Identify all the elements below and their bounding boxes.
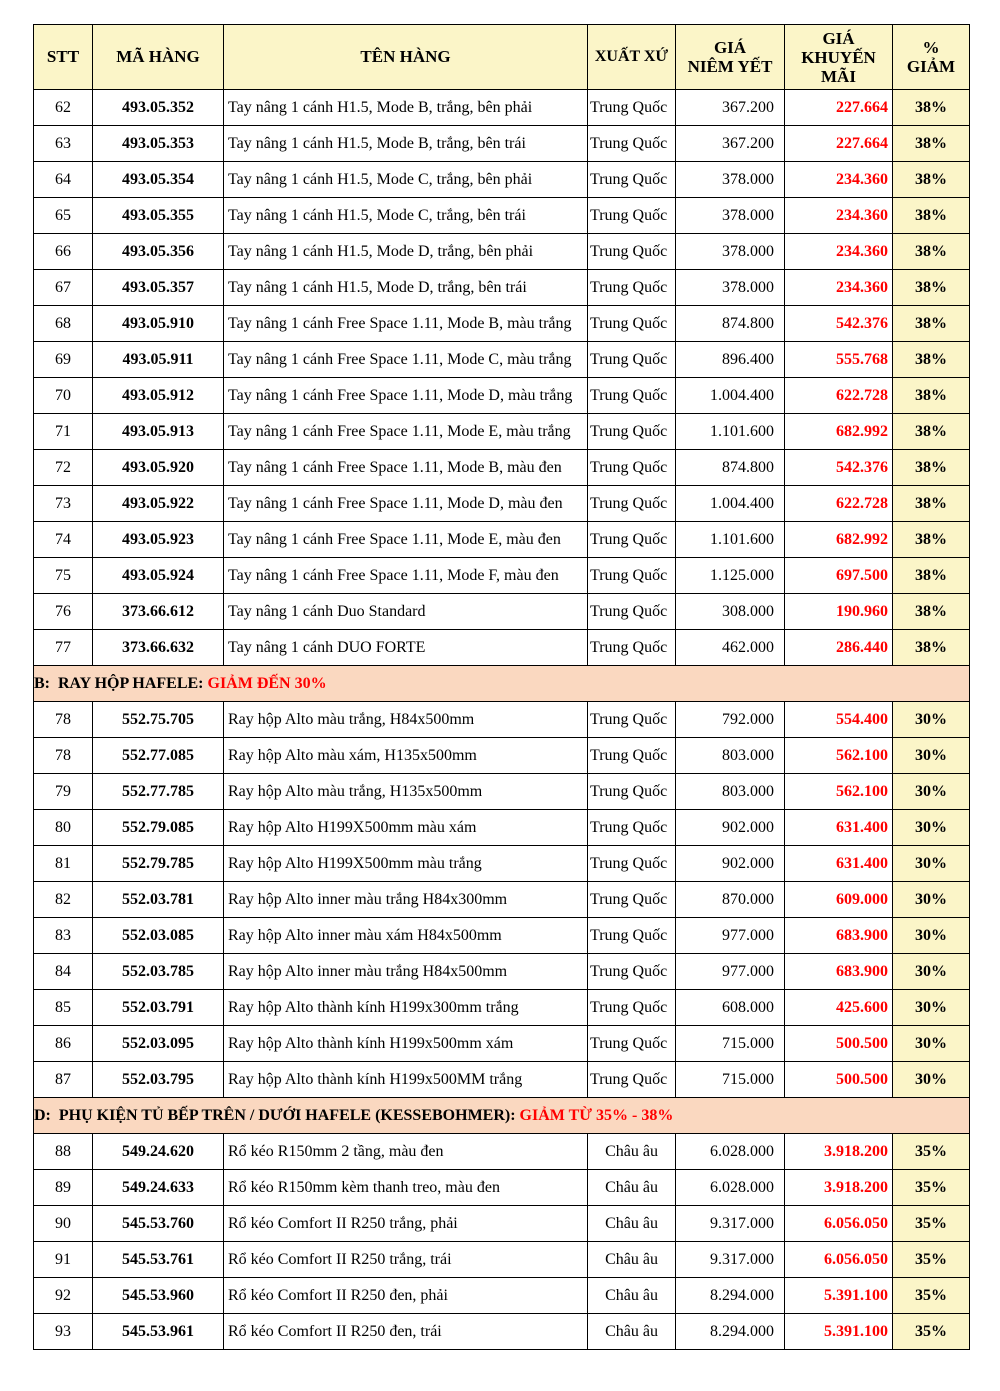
cell-code: 545.53.761 bbox=[93, 1242, 224, 1278]
cell-stt: 78 bbox=[34, 738, 93, 774]
table-row bbox=[34, 1062, 970, 1098]
cell-name: Tay nâng 1 cánh H1.5, Mode C, trắng, bên phải bbox=[224, 162, 588, 198]
cell-origin: Trung Quốc bbox=[588, 414, 676, 450]
cell-origin: Trung Quốc bbox=[588, 90, 676, 126]
cell-origin: Trung Quốc bbox=[588, 342, 676, 378]
cell-name: Ray hộp Alto inner màu xám H84x500mm bbox=[224, 918, 588, 954]
cell-sale-price: 500.500 bbox=[785, 1062, 893, 1098]
cell-stt: 90 bbox=[34, 1206, 93, 1242]
table-row bbox=[34, 594, 970, 630]
section-d bbox=[34, 1098, 970, 1134]
cell-stt: 77 bbox=[34, 630, 93, 666]
table-row bbox=[34, 522, 970, 558]
section-b bbox=[34, 666, 970, 702]
cell-code: 552.03.791 bbox=[93, 990, 224, 1026]
cell-list-price: 378.000 bbox=[676, 198, 785, 234]
cell-origin: Châu âu bbox=[588, 1206, 676, 1242]
cell-name: Tay nâng 1 cánh Free Space 1.11, Mode E, màu trắng bbox=[224, 414, 588, 450]
cell-sale-price: 609.000 bbox=[785, 882, 893, 918]
cell-origin: Trung Quốc bbox=[588, 1026, 676, 1062]
cell-stt: 79 bbox=[34, 774, 93, 810]
header-sale-price-line-1: GIÁ bbox=[822, 28, 855, 48]
cell-code: 552.79.085 bbox=[93, 810, 224, 846]
table-row bbox=[34, 846, 970, 882]
cell-origin: Châu âu bbox=[588, 1134, 676, 1170]
section-b-highlight: GIẢM ĐẾN 30% bbox=[207, 674, 327, 692]
cell-origin: Trung Quốc bbox=[588, 738, 676, 774]
header-list-price-line-1: GIÁ bbox=[713, 38, 747, 57]
cell-sale-price: 697.500 bbox=[785, 558, 893, 594]
cell-name: Rổ kéo Comfort II R250 đen, phải bbox=[224, 1278, 588, 1314]
table-row bbox=[34, 954, 970, 990]
cell-list-price: 896.400 bbox=[676, 342, 785, 378]
table-row bbox=[34, 1206, 970, 1242]
cell-name: Ray hộp Alto inner màu trắng H84x500mm bbox=[224, 954, 588, 990]
cell-list-price: 1.004.400 bbox=[676, 486, 785, 522]
section-b-title bbox=[34, 666, 970, 702]
section-d-row bbox=[34, 1098, 970, 1134]
cell-stt: 93 bbox=[34, 1314, 93, 1350]
cell-name: Tay nâng 1 cánh Free Space 1.11, Mode E, màu đen bbox=[224, 522, 588, 558]
cell-name: Tay nâng 1 cánh Free Space 1.11, Mode F, màu đen bbox=[224, 558, 588, 594]
cell-discount: 30% bbox=[893, 882, 970, 918]
table-row bbox=[34, 270, 970, 306]
table-row bbox=[34, 1242, 970, 1278]
cell-origin: Trung Quốc bbox=[588, 450, 676, 486]
cell-sale-price: 190.960 bbox=[785, 594, 893, 630]
cell-code: 549.24.620 bbox=[93, 1134, 224, 1170]
cell-sale-price: 425.600 bbox=[785, 990, 893, 1026]
table-row bbox=[34, 738, 970, 774]
header-discount bbox=[893, 25, 970, 90]
cell-discount: 38% bbox=[893, 486, 970, 522]
table-row bbox=[34, 90, 970, 126]
cell-stt: 67 bbox=[34, 270, 93, 306]
cell-discount: 38% bbox=[893, 198, 970, 234]
cell-sale-price: 234.360 bbox=[785, 270, 893, 306]
cell-code: 552.03.085 bbox=[93, 918, 224, 954]
cell-list-price: 8.294.000 bbox=[676, 1278, 785, 1314]
cell-sale-price: 500.500 bbox=[785, 1026, 893, 1062]
cell-list-price: 874.800 bbox=[676, 306, 785, 342]
cell-name: Rổ kéo R150mm kèm thanh treo, màu đen bbox=[224, 1170, 588, 1206]
cell-list-price: 715.000 bbox=[676, 1026, 785, 1062]
cell-list-price: 6.028.000 bbox=[676, 1134, 785, 1170]
cell-stt: 65 bbox=[34, 198, 93, 234]
cell-code: 545.53.960 bbox=[93, 1278, 224, 1314]
cell-name: Tay nâng 1 cánh H1.5, Mode B, trắng, bên trái bbox=[224, 126, 588, 162]
cell-code: 552.03.795 bbox=[93, 1062, 224, 1098]
cell-name: Tay nâng 1 cánh Free Space 1.11, Mode B, màu trắng bbox=[224, 306, 588, 342]
cell-name: Tay nâng 1 cánh H1.5, Mode B, trắng, bên phải bbox=[224, 90, 588, 126]
header-list-price bbox=[676, 25, 785, 90]
cell-list-price: 378.000 bbox=[676, 270, 785, 306]
table-row bbox=[34, 702, 970, 738]
cell-stt: 63 bbox=[34, 126, 93, 162]
cell-discount: 38% bbox=[893, 234, 970, 270]
cell-stt: 86 bbox=[34, 1026, 93, 1062]
table-row bbox=[34, 1314, 970, 1350]
cell-name: Ray hộp Alto thành kính H199x300mm trắng bbox=[224, 990, 588, 1026]
cell-sale-price: 683.900 bbox=[785, 954, 893, 990]
cell-sale-price: 234.360 bbox=[785, 162, 893, 198]
header-sale-price-line-3: MÃI bbox=[821, 66, 856, 86]
cell-code: 373.66.632 bbox=[93, 630, 224, 666]
cell-code: 493.05.353 bbox=[93, 126, 224, 162]
group-d-rows bbox=[34, 1134, 970, 1350]
cell-sale-price: 286.440 bbox=[785, 630, 893, 666]
header-code: MÃ HÀNG bbox=[93, 25, 224, 90]
cell-discount: 35% bbox=[893, 1314, 970, 1350]
cell-origin: Trung Quốc bbox=[588, 558, 676, 594]
cell-code: 552.77.785 bbox=[93, 774, 224, 810]
cell-list-price: 870.000 bbox=[676, 882, 785, 918]
cell-name: Ray hộp Alto màu xám, H135x500mm bbox=[224, 738, 588, 774]
cell-discount: 35% bbox=[893, 1134, 970, 1170]
group-b-rows bbox=[34, 702, 970, 1098]
cell-stt: 66 bbox=[34, 234, 93, 270]
cell-code: 552.03.785 bbox=[93, 954, 224, 990]
cell-code: 545.53.961 bbox=[93, 1314, 224, 1350]
table-row bbox=[34, 810, 970, 846]
cell-name: Tay nâng 1 cánh Free Space 1.11, Mode D, màu đen bbox=[224, 486, 588, 522]
cell-discount: 30% bbox=[893, 1026, 970, 1062]
table-row bbox=[34, 342, 970, 378]
section-d-prefix: D: PHỤ KIỆN TỦ BẾP TRÊN / DƯỚI HAFELE (KESSEBOHMER): bbox=[34, 1106, 520, 1124]
cell-code: 545.53.760 bbox=[93, 1206, 224, 1242]
cell-code: 493.05.923 bbox=[93, 522, 224, 558]
cell-stt: 64 bbox=[34, 162, 93, 198]
cell-sale-price: 555.768 bbox=[785, 342, 893, 378]
cell-origin: Trung Quốc bbox=[588, 126, 676, 162]
cell-code: 549.24.633 bbox=[93, 1170, 224, 1206]
cell-list-price: 1.101.600 bbox=[676, 414, 785, 450]
cell-sale-price: 3.918.200 bbox=[785, 1170, 893, 1206]
cell-list-price: 977.000 bbox=[676, 954, 785, 990]
cell-list-price: 1.101.600 bbox=[676, 522, 785, 558]
cell-stt: 72 bbox=[34, 450, 93, 486]
cell-list-price: 803.000 bbox=[676, 774, 785, 810]
cell-code: 552.75.705 bbox=[93, 702, 224, 738]
cell-sale-price: 682.992 bbox=[785, 414, 893, 450]
cell-name: Tay nâng 1 cánh Free Space 1.11, Mode C, màu trắng bbox=[224, 342, 588, 378]
header-discount-line-1: % bbox=[922, 38, 940, 57]
cell-discount: 30% bbox=[893, 846, 970, 882]
cell-stt: 73 bbox=[34, 486, 93, 522]
cell-list-price: 874.800 bbox=[676, 450, 785, 486]
cell-stt: 71 bbox=[34, 414, 93, 450]
cell-discount: 38% bbox=[893, 162, 970, 198]
cell-origin: Châu âu bbox=[588, 1170, 676, 1206]
cell-list-price: 9.317.000 bbox=[676, 1242, 785, 1278]
cell-origin: Trung Quốc bbox=[588, 378, 676, 414]
cell-origin: Trung Quốc bbox=[588, 234, 676, 270]
cell-discount: 38% bbox=[893, 522, 970, 558]
header-sale-price-line-2: KHUYẾN bbox=[801, 47, 876, 67]
cell-list-price: 977.000 bbox=[676, 918, 785, 954]
cell-stt: 91 bbox=[34, 1242, 93, 1278]
header-list-price-line-2: NIÊM YẾT bbox=[687, 57, 773, 76]
header-origin: XUẤT XỨ bbox=[588, 25, 676, 90]
cell-name: Tay nâng 1 cánh Duo Standard bbox=[224, 594, 588, 630]
cell-list-price: 715.000 bbox=[676, 1062, 785, 1098]
cell-code: 493.05.357 bbox=[93, 270, 224, 306]
table-row bbox=[34, 486, 970, 522]
cell-stt: 76 bbox=[34, 594, 93, 630]
cell-origin: Trung Quốc bbox=[588, 990, 676, 1026]
cell-discount: 38% bbox=[893, 630, 970, 666]
cell-discount: 38% bbox=[893, 594, 970, 630]
cell-list-price: 803.000 bbox=[676, 738, 785, 774]
cell-origin: Trung Quốc bbox=[588, 522, 676, 558]
cell-discount: 38% bbox=[893, 126, 970, 162]
cell-origin: Châu âu bbox=[588, 1314, 676, 1350]
cell-discount: 35% bbox=[893, 1278, 970, 1314]
cell-code: 493.05.352 bbox=[93, 90, 224, 126]
table-row bbox=[34, 990, 970, 1026]
cell-origin: Trung Quốc bbox=[588, 882, 676, 918]
cell-origin: Trung Quốc bbox=[588, 774, 676, 810]
cell-origin: Trung Quốc bbox=[588, 846, 676, 882]
cell-list-price: 367.200 bbox=[676, 126, 785, 162]
section-b-row bbox=[34, 666, 970, 702]
cell-list-price: 902.000 bbox=[676, 810, 785, 846]
cell-sale-price: 227.664 bbox=[785, 90, 893, 126]
cell-list-price: 1.125.000 bbox=[676, 558, 785, 594]
cell-stt: 70 bbox=[34, 378, 93, 414]
cell-list-price: 308.000 bbox=[676, 594, 785, 630]
cell-sale-price: 234.360 bbox=[785, 198, 893, 234]
cell-code: 493.05.355 bbox=[93, 198, 224, 234]
cell-sale-price: 5.391.100 bbox=[785, 1314, 893, 1350]
cell-sale-price: 682.992 bbox=[785, 522, 893, 558]
cell-sale-price: 542.376 bbox=[785, 306, 893, 342]
cell-list-price: 792.000 bbox=[676, 702, 785, 738]
cell-sale-price: 5.391.100 bbox=[785, 1278, 893, 1314]
cell-code: 493.05.924 bbox=[93, 558, 224, 594]
cell-sale-price: 234.360 bbox=[785, 234, 893, 270]
table-header bbox=[34, 25, 970, 90]
cell-list-price: 378.000 bbox=[676, 162, 785, 198]
cell-list-price: 8.294.000 bbox=[676, 1314, 785, 1350]
cell-origin: Châu âu bbox=[588, 1278, 676, 1314]
cell-origin: Trung Quốc bbox=[588, 270, 676, 306]
table-row bbox=[34, 126, 970, 162]
section-b-prefix: B: RAY HỘP HAFELE: bbox=[34, 674, 208, 692]
cell-discount: 30% bbox=[893, 1062, 970, 1098]
cell-name: Ray hộp Alto thành kính H199x500mm xám bbox=[224, 1026, 588, 1062]
cell-origin: Trung Quốc bbox=[588, 630, 676, 666]
cell-sale-price: 3.918.200 bbox=[785, 1134, 893, 1170]
price-list-table bbox=[33, 24, 970, 1350]
cell-sale-price: 683.900 bbox=[785, 918, 893, 954]
cell-discount: 38% bbox=[893, 378, 970, 414]
cell-code: 493.05.354 bbox=[93, 162, 224, 198]
cell-origin: Châu âu bbox=[588, 1242, 676, 1278]
cell-name: Ray hộp Alto inner màu trắng H84x300mm bbox=[224, 882, 588, 918]
cell-stt: 87 bbox=[34, 1062, 93, 1098]
cell-name: Rổ kéo Comfort II R250 trắng, trái bbox=[224, 1242, 588, 1278]
cell-code: 552.03.095 bbox=[93, 1026, 224, 1062]
cell-discount: 38% bbox=[893, 90, 970, 126]
cell-stt: 88 bbox=[34, 1134, 93, 1170]
cell-sale-price: 542.376 bbox=[785, 450, 893, 486]
cell-stt: 85 bbox=[34, 990, 93, 1026]
cell-name: Rổ kéo Comfort II R250 trắng, phải bbox=[224, 1206, 588, 1242]
cell-name: Tay nâng 1 cánh H1.5, Mode D, trắng, bên phải bbox=[224, 234, 588, 270]
cell-discount: 35% bbox=[893, 1206, 970, 1242]
cell-sale-price: 631.400 bbox=[785, 846, 893, 882]
cell-discount: 30% bbox=[893, 738, 970, 774]
cell-code: 493.05.912 bbox=[93, 378, 224, 414]
cell-code: 493.05.356 bbox=[93, 234, 224, 270]
cell-name: Rổ kéo Comfort II R250 đen, trái bbox=[224, 1314, 588, 1350]
cell-stt: 69 bbox=[34, 342, 93, 378]
cell-origin: Trung Quốc bbox=[588, 594, 676, 630]
cell-stt: 78 bbox=[34, 702, 93, 738]
cell-origin: Trung Quốc bbox=[588, 162, 676, 198]
table-row bbox=[34, 558, 970, 594]
cell-code: 493.05.911 bbox=[93, 342, 224, 378]
cell-discount: 38% bbox=[893, 270, 970, 306]
cell-stt: 62 bbox=[34, 90, 93, 126]
cell-discount: 30% bbox=[893, 954, 970, 990]
cell-code: 552.79.785 bbox=[93, 846, 224, 882]
cell-origin: Trung Quốc bbox=[588, 306, 676, 342]
cell-origin: Trung Quốc bbox=[588, 198, 676, 234]
cell-discount: 30% bbox=[893, 774, 970, 810]
cell-code: 373.66.612 bbox=[93, 594, 224, 630]
cell-discount: 35% bbox=[893, 1242, 970, 1278]
cell-list-price: 608.000 bbox=[676, 990, 785, 1026]
table-row bbox=[34, 198, 970, 234]
cell-discount: 35% bbox=[893, 1170, 970, 1206]
cell-name: Ray hộp Alto H199X500mm màu trắng bbox=[224, 846, 588, 882]
cell-sale-price: 227.664 bbox=[785, 126, 893, 162]
header-name: TÊN HÀNG bbox=[224, 25, 588, 90]
cell-discount: 38% bbox=[893, 306, 970, 342]
header-discount-line-2: GIẢM bbox=[906, 57, 956, 76]
cell-sale-price: 554.400 bbox=[785, 702, 893, 738]
header-sale-price bbox=[785, 25, 893, 90]
table-row bbox=[34, 774, 970, 810]
cell-discount: 38% bbox=[893, 558, 970, 594]
cell-list-price: 6.028.000 bbox=[676, 1170, 785, 1206]
cell-sale-price: 622.728 bbox=[785, 486, 893, 522]
cell-name: Tay nâng 1 cánh DUO FORTE bbox=[224, 630, 588, 666]
cell-sale-price: 631.400 bbox=[785, 810, 893, 846]
cell-name: Rổ kéo R150mm 2 tầng, màu đen bbox=[224, 1134, 588, 1170]
cell-sale-price: 562.100 bbox=[785, 738, 893, 774]
cell-stt: 75 bbox=[34, 558, 93, 594]
group-a-rows bbox=[34, 90, 970, 666]
cell-sale-price: 562.100 bbox=[785, 774, 893, 810]
cell-stt: 84 bbox=[34, 954, 93, 990]
cell-origin: Trung Quốc bbox=[588, 954, 676, 990]
cell-list-price: 462.000 bbox=[676, 630, 785, 666]
cell-stt: 81 bbox=[34, 846, 93, 882]
cell-stt: 74 bbox=[34, 522, 93, 558]
section-d-highlight: GIẢM TỪ 35% - 38% bbox=[519, 1106, 674, 1124]
cell-sale-price: 6.056.050 bbox=[785, 1242, 893, 1278]
cell-stt: 83 bbox=[34, 918, 93, 954]
cell-code: 493.05.920 bbox=[93, 450, 224, 486]
cell-code: 493.05.913 bbox=[93, 414, 224, 450]
cell-code: 552.77.085 bbox=[93, 738, 224, 774]
table-row bbox=[34, 1134, 970, 1170]
cell-discount: 38% bbox=[893, 342, 970, 378]
header-stt: STT bbox=[34, 25, 93, 90]
cell-name: Tay nâng 1 cánh Free Space 1.11, Mode D, màu trắng bbox=[224, 378, 588, 414]
cell-discount: 38% bbox=[893, 450, 970, 486]
cell-stt: 92 bbox=[34, 1278, 93, 1314]
cell-origin: Trung Quốc bbox=[588, 1062, 676, 1098]
cell-code: 493.05.922 bbox=[93, 486, 224, 522]
cell-sale-price: 622.728 bbox=[785, 378, 893, 414]
cell-list-price: 9.317.000 bbox=[676, 1206, 785, 1242]
table-row bbox=[34, 234, 970, 270]
table-row bbox=[34, 414, 970, 450]
cell-discount: 38% bbox=[893, 414, 970, 450]
table-row bbox=[34, 630, 970, 666]
cell-stt: 68 bbox=[34, 306, 93, 342]
cell-name: Ray hộp Alto màu trắng, H84x500mm bbox=[224, 702, 588, 738]
table-row bbox=[34, 306, 970, 342]
table-row bbox=[34, 1026, 970, 1062]
cell-stt: 80 bbox=[34, 810, 93, 846]
table-row bbox=[34, 378, 970, 414]
table-row bbox=[34, 450, 970, 486]
table-row bbox=[34, 1278, 970, 1314]
cell-origin: Trung Quốc bbox=[588, 810, 676, 846]
cell-name: Ray hộp Alto màu trắng, H135x500mm bbox=[224, 774, 588, 810]
cell-origin: Trung Quốc bbox=[588, 486, 676, 522]
table-row bbox=[34, 1170, 970, 1206]
cell-stt: 89 bbox=[34, 1170, 93, 1206]
cell-code: 493.05.910 bbox=[93, 306, 224, 342]
cell-discount: 30% bbox=[893, 918, 970, 954]
cell-list-price: 1.004.400 bbox=[676, 378, 785, 414]
table-row bbox=[34, 162, 970, 198]
cell-name: Tay nâng 1 cánh Free Space 1.11, Mode B, màu đen bbox=[224, 450, 588, 486]
cell-name: Tay nâng 1 cánh H1.5, Mode C, trắng, bên trái bbox=[224, 198, 588, 234]
cell-list-price: 378.000 bbox=[676, 234, 785, 270]
cell-stt: 82 bbox=[34, 882, 93, 918]
cell-origin: Trung Quốc bbox=[588, 702, 676, 738]
cell-code: 552.03.781 bbox=[93, 882, 224, 918]
cell-sale-price: 6.056.050 bbox=[785, 1206, 893, 1242]
cell-discount: 30% bbox=[893, 702, 970, 738]
cell-name: Ray hộp Alto thành kính H199x500MM trắng bbox=[224, 1062, 588, 1098]
cell-discount: 30% bbox=[893, 810, 970, 846]
cell-list-price: 367.200 bbox=[676, 90, 785, 126]
cell-name: Ray hộp Alto H199X500mm màu xám bbox=[224, 810, 588, 846]
cell-origin: Trung Quốc bbox=[588, 918, 676, 954]
cell-discount: 30% bbox=[893, 990, 970, 1026]
section-d-title bbox=[34, 1098, 970, 1134]
cell-name: Tay nâng 1 cánh H1.5, Mode D, trắng, bên trái bbox=[224, 270, 588, 306]
cell-list-price: 902.000 bbox=[676, 846, 785, 882]
table-row bbox=[34, 918, 970, 954]
table-row bbox=[34, 882, 970, 918]
